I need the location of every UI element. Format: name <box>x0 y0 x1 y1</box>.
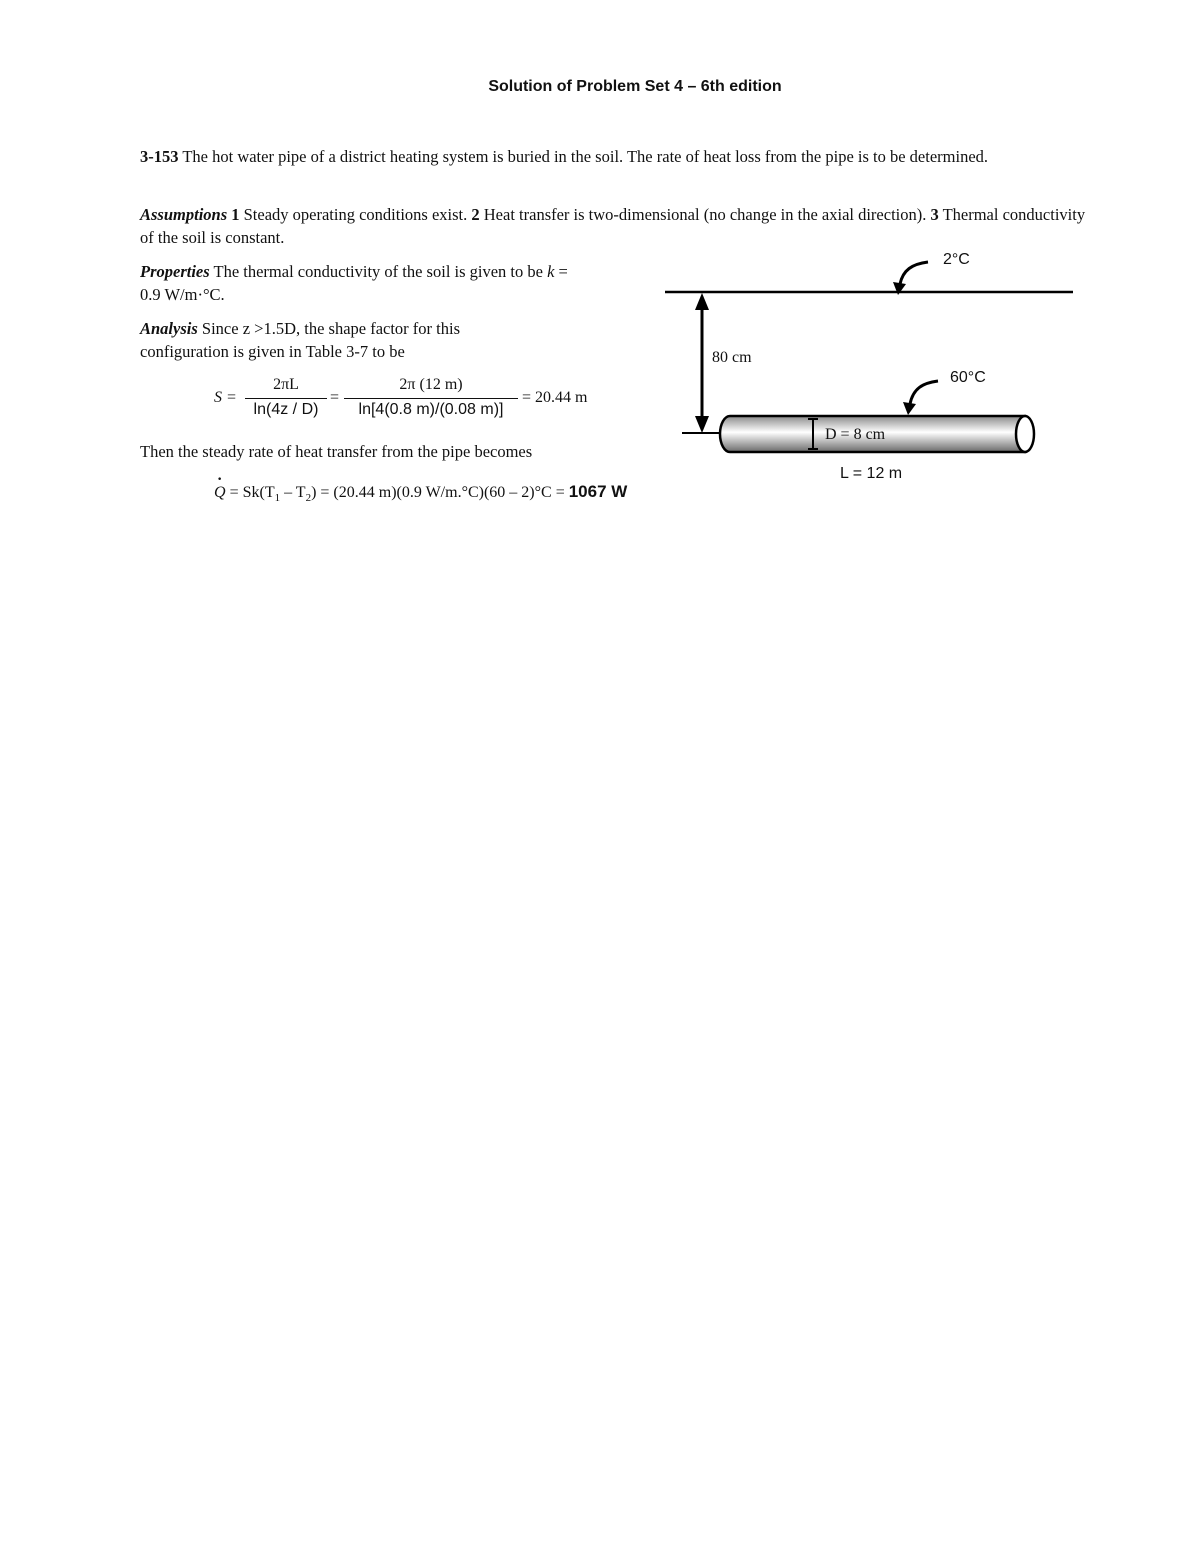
properties-heading: Properties <box>140 262 210 281</box>
surface-temp-pointer <box>900 262 928 284</box>
eq-s-fraction-2 <box>344 376 518 421</box>
eq-s-f2-denominator: ln[4(0.8 m)/(0.08 m)] <box>358 401 504 418</box>
eq-q-expr: = Sk(T <box>229 484 275 501</box>
q-dot-symbol: · Q <box>214 484 226 502</box>
diameter-label: D = 8 cm <box>825 426 886 443</box>
assumption-number-2: 2 <box>471 205 480 224</box>
eq-q-rest: ) = (20.44 m)(0.9 W/m.°C)(60 – 2)°C = <box>311 484 565 501</box>
analysis-paragraph <box>140 318 540 363</box>
arrow-up-icon <box>695 293 709 310</box>
assumption-text-1: Steady operating conditions exist. <box>243 205 468 224</box>
problem-statement <box>140 146 1060 169</box>
properties-value: = 0.9 W/m·°C. <box>140 262 568 304</box>
pipe-temp-pointer <box>910 381 938 404</box>
problem-number: 3-153 <box>140 147 179 166</box>
assumption-number-3: 3 <box>930 205 939 224</box>
then-text: Then the steady rate of heat transfer from the pipe becomes <box>140 442 533 461</box>
k-symbol: k <box>547 262 555 281</box>
eq-s-equals: = <box>330 389 340 406</box>
eq-s-f2-numerator: 2π (12 m) <box>399 376 463 393</box>
problem-text: The hot water pipe of a district heating system is buried in the soil. The rate of heat loss from the pipe is to be determined. <box>182 147 989 166</box>
surface-temperature-label: 2°C <box>943 251 970 268</box>
eq-q-answer: 1067 W <box>568 482 628 501</box>
depth-label: 80 cm <box>712 349 752 366</box>
eq-s-result: = 20.44 m <box>522 389 588 406</box>
eq-q-sub1: 1 <box>274 492 281 505</box>
assumption-text-2: Heat transfer is two-dimensional (no change in the axial direction). <box>483 205 927 224</box>
arrow-down-icon <box>695 416 709 433</box>
properties-text: The thermal conductivity of the soil is given to be <box>213 262 543 281</box>
assumptions-heading: Assumptions <box>140 205 228 224</box>
fraction-bar <box>344 398 518 399</box>
eq-s-lhs: S = <box>214 389 237 406</box>
eq-q-minus: – T <box>280 484 306 501</box>
buried-pipe-diagram <box>660 240 1080 500</box>
pipe-end-ellipse <box>1016 416 1034 452</box>
eq-s-f1-numerator: 2πL <box>273 376 299 393</box>
eq-s-fraction-1 <box>245 376 327 421</box>
length-label: L = 12 m <box>840 465 903 482</box>
assumption-text-3: Thermal conductivity of the soil is constant. <box>140 205 1086 247</box>
eq-s-f1-denominator: ln(4z / D) <box>253 401 319 418</box>
heat-transfer-equation <box>214 482 627 504</box>
properties-paragraph <box>140 261 590 306</box>
pipe-temperature-label: 60°C <box>950 369 986 386</box>
analysis-text: Since z >1.5D, the shape factor for this configuration is given in Table 3-7 to be <box>140 319 461 361</box>
arrow-down-icon <box>903 402 916 415</box>
page-title: Solution of Problem Set 4 – 6th edition <box>488 78 782 95</box>
assumption-number-1: 1 <box>231 205 240 224</box>
analysis-heading: Analysis <box>140 319 198 338</box>
eq-q-sub2: 2 <box>305 492 312 505</box>
fraction-bar <box>245 398 327 399</box>
